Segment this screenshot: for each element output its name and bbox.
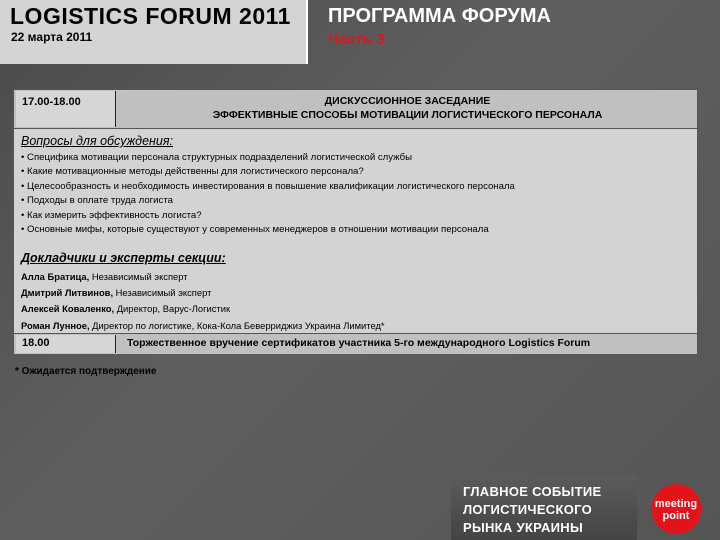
speaker-item	[21, 269, 385, 285]
speakers-list	[21, 269, 385, 334]
topic-item: • Целесообразность и необходимость инвестирования в повышение квалификации логистического персонала	[21, 180, 515, 192]
program-title: ПРОГРАММА ФОРУМА	[328, 5, 551, 27]
meeting-point-logo	[642, 483, 710, 535]
session-details	[14, 128, 697, 334]
logo-word1: meeting	[654, 498, 698, 510]
topic-item: • Какие мотивационные методы действенны для логистического персонала?	[21, 166, 364, 178]
speaker-role: Независимый эксперт	[113, 287, 212, 299]
forum-title: LOGISTICS FORUM 2011	[10, 3, 291, 29]
speaker-item	[21, 301, 385, 317]
session-row	[14, 90, 697, 128]
topics-list	[21, 151, 515, 237]
speaker-name: Роман Лунное,	[21, 319, 90, 331]
session-title-line1: ДИСКУССИОННОЕ ЗАСЕДАНИЕ	[324, 95, 491, 107]
speaker-item	[21, 285, 385, 301]
speaker-item	[21, 318, 385, 334]
topic-item: • Основные мифы, которые существуют у современных менеджеров в отношении мотивации персонала	[21, 224, 489, 236]
award-time: 18.00	[16, 335, 116, 353]
event-line1: ГЛАВНОЕ СОБЫТИЕ	[463, 484, 602, 499]
speakers-heading: Докладчики и эксперты секции:	[21, 251, 226, 265]
event-line2: ЛОГИСТИЧЕСКОГО	[463, 502, 593, 517]
footnote: * Ожидается подтверждение	[15, 366, 157, 377]
speaker-name: Алексей Коваленко,	[21, 303, 115, 315]
forum-header-block	[0, 0, 308, 64]
topic-item: • Подходы в оплате труда логиста	[21, 195, 173, 207]
forum-date: 22 марта 2011	[11, 30, 93, 44]
topic-item: • Как измерить эффективность логиста?	[21, 209, 202, 221]
speaker-name: Алла Братица,	[21, 271, 90, 282]
program-part: Часть 3	[328, 31, 385, 48]
speaker-role: Директор по логистике, Кока-Кола Беверриджиз Украина Лимитед*	[89, 319, 385, 331]
speaker-role: Независимый эксперт	[89, 271, 188, 282]
program-panel	[13, 89, 698, 354]
topics-heading: Вопросы для обсуждения:	[21, 134, 174, 148]
speaker-name: Дмитрий Литвинов,	[21, 287, 114, 299]
session-time: 17.00-18.00	[16, 91, 116, 127]
speaker-role: Директор, Варус-Логистик	[114, 303, 231, 315]
award-row	[14, 333, 697, 354]
award-text: Торжественное вручение сертификатов участника 5-го международного Logistics Forum	[127, 337, 591, 349]
session-title	[118, 94, 697, 122]
event-line3: РЫНКА УКРАИНЫ	[463, 520, 584, 535]
topic-item: • Специфика мотивации персонала структурных подразделений логистической службы	[21, 152, 413, 163]
logo-word2: point	[662, 510, 690, 522]
session-title-line2: ЭФФЕКТИВНЫЕ СПОСОБЫ МОТИВАЦИИ ЛОГИСТИЧЕСКОГО ПЕРСОНАЛА	[212, 109, 603, 121]
event-tagline	[451, 476, 637, 540]
